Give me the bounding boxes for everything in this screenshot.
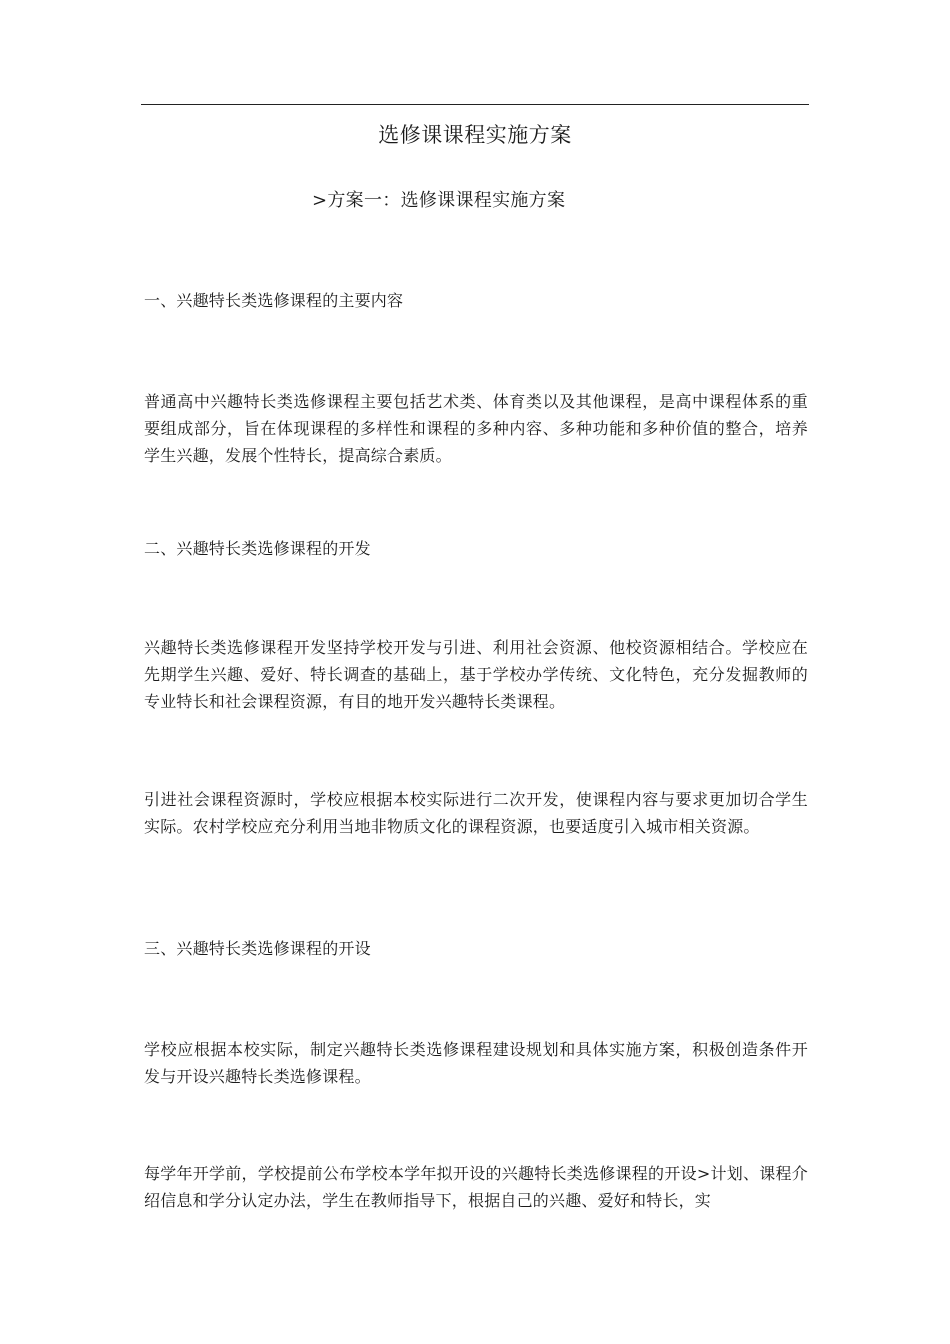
document-subtitle: >方案一：选修课课程实施方案 — [312, 190, 566, 211]
section-1-heading: 一、兴趣特长类选修课程的主要内容 — [144, 291, 404, 310]
section-2-paragraph-1: 兴趣特长类选修课程开发坚持学校开发与引进、利用社会资源、他校资源相结合。学校应在先期学生兴趣、爱好、特长调查的基础上，基于学校办学传统、文化特色，充分发掘教师的专业特长和社会课程资源，有目的地开发兴趣特长类课程。 — [144, 638, 808, 711]
section-2-paragraph-2: 引进社会课程资源时，学校应根据本校实际进行二次开发，使课程内容与要求更加切合学生实际。农村学校应充分利用当地非物质文化的课程资源，也要适度引入城市相关资源。 — [144, 790, 808, 836]
header-rule — [141, 104, 809, 105]
document-title: 选修课课程实施方案 — [378, 123, 572, 147]
section-3-paragraph-2: 每学年开学前，学校提前公布学校本学年拟开设的兴趣特长类选修课程的开设>计划、课程介绍信息和学分认定办法，学生在教师指导下，根据自己的兴趣、爱好和特长，实 — [144, 1164, 808, 1210]
section-3-heading: 三、兴趣特长类选修课程的开设 — [144, 939, 371, 958]
section-2-heading: 二、兴趣特长类选修课程的开发 — [144, 539, 371, 558]
section-3-paragraph-1: 学校应根据本校实际，制定兴趣特长类选修课程建设规划和具体实施方案，积极创造条件开发与开设兴趣特长类选修课程。 — [144, 1040, 808, 1086]
section-1-paragraph-1: 普通高中兴趣特长类选修课程主要包括艺术类、体育类以及其他课程，是高中课程体系的重要组成部分，旨在体现课程的多样性和课程的多种内容、多种功能和多种价值的整合，培养学生兴趣，发展个性特长，提高综合素质。 — [144, 392, 808, 465]
